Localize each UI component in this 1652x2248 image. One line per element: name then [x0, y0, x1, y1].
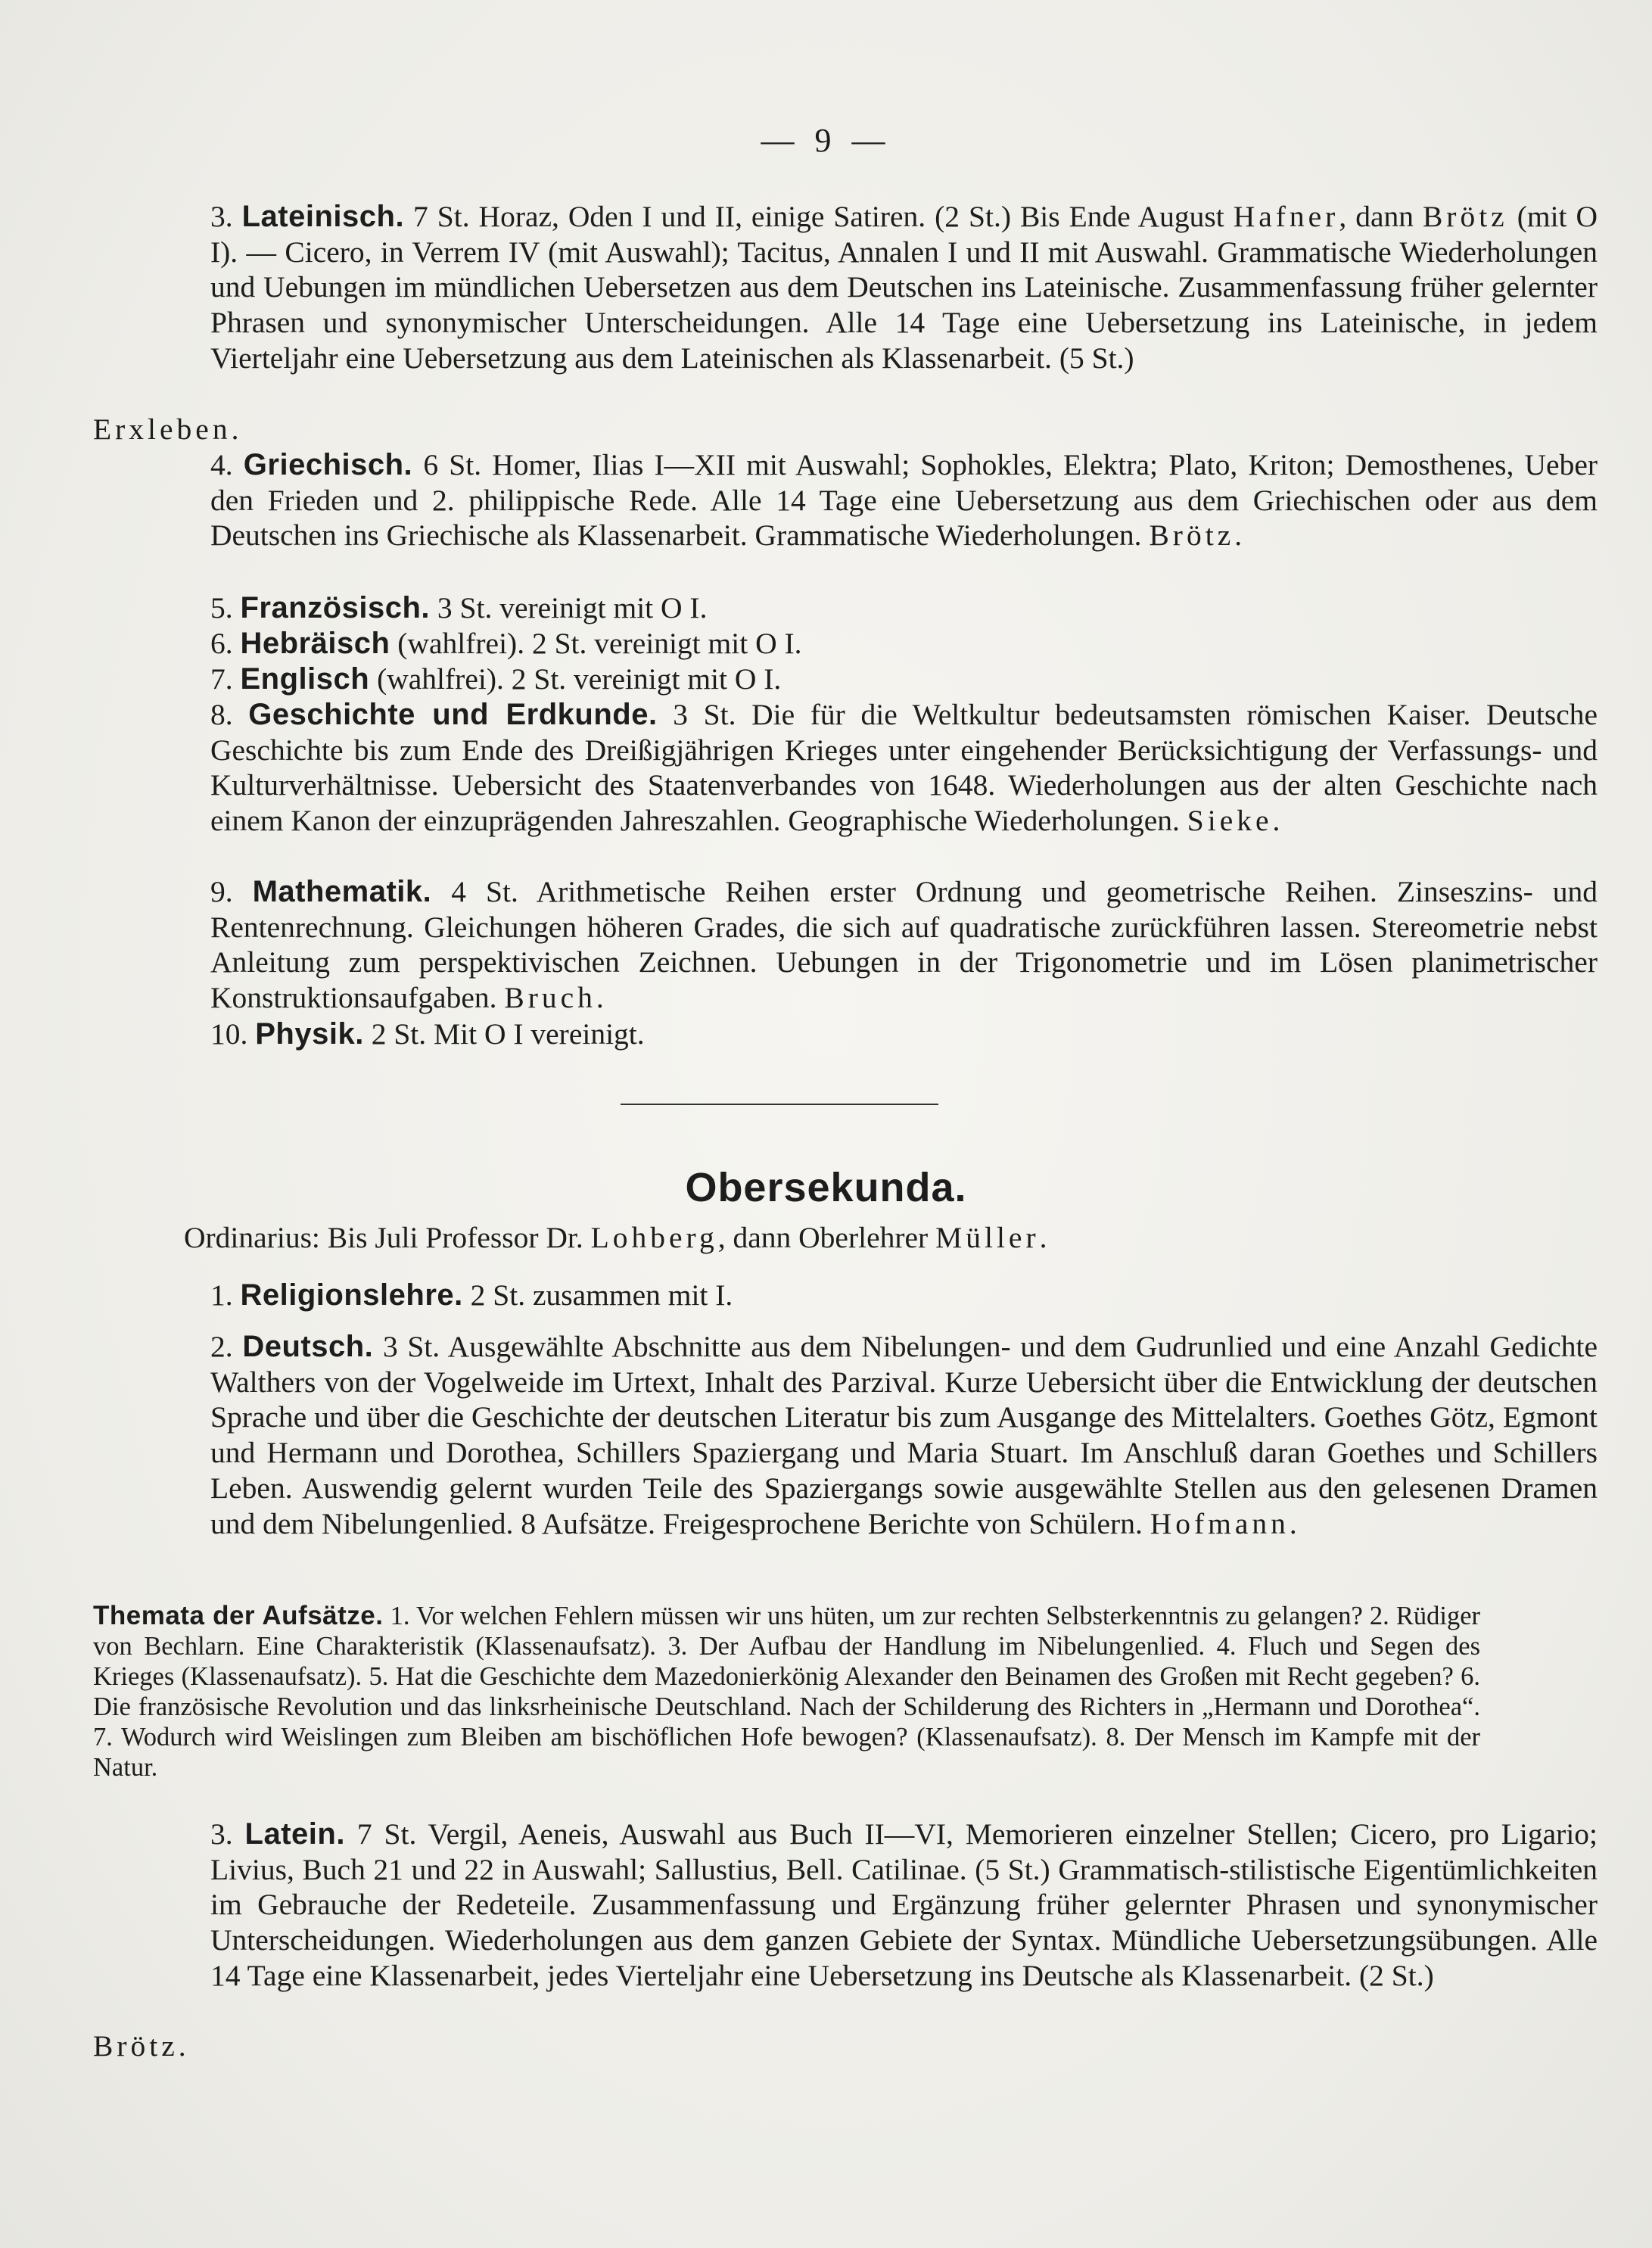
topics-heading: Themata der Aufsätze. — [93, 1601, 384, 1630]
section-geschichte — [93, 697, 1598, 839]
teacher-name: Lohberg — [590, 1221, 718, 1254]
teacher-name: Brötz. — [1149, 518, 1246, 553]
section-mathematik — [93, 874, 1598, 1016]
item-number: 6. — [210, 627, 233, 660]
section-griechisch — [93, 447, 1598, 553]
body-text: 2 St. Mit O I vereinigt. — [371, 1017, 645, 1051]
subject-heading: Physik. — [255, 1017, 364, 1051]
section-franzoesisch — [93, 590, 1598, 626]
item-number: 8. — [210, 698, 233, 731]
teacher-name: Sieke. — [1187, 804, 1284, 838]
item-number: 5. — [210, 591, 233, 624]
subject-heading: Geschichte und Erdkunde. — [248, 698, 658, 731]
class-title: Obersekunda. — [685, 1165, 967, 1210]
body-text: 1. Vor welchen Fehlern müssen wir uns hüten, um zur rechten Selbsterkenntnis zu gelangen? 2. Rüdiger von Bechlarn. Eine Charakteristik (Klassenaufsatz). 3. Der Aufbau der Handlung im Nibelungenlied. 4. Fluch und Segen des Krieges (Klassenaufsatz). 5. Hat die Geschichte dem Mazedonierkönig Alexander den Beinamen des Großen mit Recht gegeben? 6. Die französische Revolution und das linksrheinische Deutschland. Nach der Schilderung des Richters in „Hermann und Dorothea“. 7. Wodurch wird Weislingen zum Bleiben am bischöflichen Hofe bewogen? (Klassenaufsatz). 8. Der Mensch im Kampfe mit der Natur. — [93, 1602, 1480, 1782]
teacher-name: Müller — [935, 1221, 1040, 1254]
subject-heading: Latein. — [244, 1817, 345, 1851]
subject-heading: Religionslehre. — [240, 1278, 463, 1312]
body-text: , dann — [1339, 200, 1423, 233]
section-divider — [621, 1104, 938, 1105]
section-religionslehre — [93, 1278, 1598, 1313]
section-hebraeisch — [93, 626, 1598, 662]
teacher-name: Bruch. — [504, 981, 608, 1015]
teacher-signature: Erxleben. — [93, 413, 243, 446]
body-text: Ordinarius: Bis Juli Professor Dr. — [184, 1221, 591, 1254]
item-number: 4. — [210, 448, 233, 481]
subject-heading: Deutsch. — [242, 1330, 374, 1363]
body-text: , dann Oberlehrer — [717, 1221, 936, 1254]
body-text: (wahlfrei). 2 St. vereinigt mit O I. — [397, 627, 802, 660]
item-number: 7. — [210, 662, 233, 696]
section-deutsch — [93, 1329, 1598, 1541]
essay-topics — [93, 1601, 1480, 1783]
body-text: 6 St. Homer, Ilias I—XII mit Auswahl; Sophokles, Elektra; Plato, Kriton; Demosthenes, Ueber den Frieden und 2. philippische Rede. Alle 14 Tage eine Uebersetzung aus dem Griechischen oder aus dem Deutschen ins Griechische als Klassenarbeit. Grammatische Wiederholungen. — [210, 448, 1598, 553]
body-text: 3 St. Die für die Weltkultur bedeutsamsten römischen Kaiser. Deutsche Geschichte bis zum Ende des Dreißigjährigen Krieges unter eingehender Berücksichtigung der Verfassungs- und Kulturverhältnisse. Uebersicht des Staatenverbandes von 1648. Wiederholungen aus der alten Geschichte nach einem Kanon der einzuprägenden Jahreszahlen. Geographische Wiederholungen. — [210, 698, 1598, 838]
item-number: 10. — [210, 1017, 248, 1051]
body-text: 7 St. Vergil, Aeneis, Auswahl aus Buch II—VI, Memorieren einzelner Stellen; Cicero, pro Ligario; Livius, Buch 21 und 22 in Auswahl; Sallustius, Bell. Catilinae. (5 St.) Grammatisch-stilistische Eigentümlichkeiten im Gebrauche der Redeteile. Zusammenfassung und Ergänzung früher gelernter Phrasen und synonymischer Unterscheidungen. Wiederholungen aus dem ganzen Gebiete der Syntax. Mündliche Uebersetzungsübungen. Alle 14 Tage eine Klassenarbeit, jedes Vierteljahr eine Uebersetzung ins Deutsche als Klassenarbeit. (2 St.) — [210, 1817, 1598, 1992]
ordinarius-line — [93, 1220, 1480, 1256]
teacher-name: Hafner — [1233, 200, 1339, 233]
teacher-name: Brötz — [1422, 200, 1508, 233]
body-text: 4 St. Arithmetische Reihen erster Ordnung und geometrische Reihen. Zinseszins- und Rentenrechnung. Gleichungen höheren Grades, die sich auf quadratische zurückführen lassen. Stereometrie nebst Anleitung zum perspektivischen Zeichnen. Uebungen in der Trigonometrie und im Lösen planimetrischer Konstruktionsaufgaben. — [210, 875, 1598, 1015]
body-text: 2 St. zusammen mit I. — [470, 1278, 733, 1312]
body-text: 7 St. Horaz, Oden I und II, einige Satiren. (2 St.) Bis Ende August — [413, 200, 1234, 233]
teacher-signature: Brötz. — [93, 2029, 190, 2063]
section-latein-ii — [93, 1817, 1598, 1994]
page-number: — 9 — — [761, 122, 891, 159]
subject-heading: Hebräisch — [240, 627, 390, 660]
subject-heading: Lateinisch. — [241, 200, 405, 233]
item-number: 2. — [210, 1330, 233, 1363]
section-latein — [93, 199, 1598, 376]
item-number: 1. — [210, 1278, 233, 1312]
item-number: 3. — [210, 200, 233, 233]
item-number: 9. — [210, 875, 233, 908]
body-text: (wahlfrei). 2 St. vereinigt mit O I. — [377, 662, 782, 696]
body-text: 3 St. Ausgewählte Abschnitte aus dem Nibelungen- und dem Gudrunlied und eine Anzahl Gedichte Walthers von der Vogelweide im Urtext, Inhalt des Parzival. Kurze Uebersicht über die Entwicklung der deutschen Sprache und über die Geschichte der deutschen Literatur bis zum Ausgange des Mittelalters. Goethes Götz, Egmont und Hermann und Dorothea, Schillers Spaziergang und Maria Stuart. Im Anschluß daran Goethes und Schillers Leben. Auswendig gelernt wurden Teile des Spaziergangs sowie ausgewählte Stellen aus den gelesenen Dramen und dem Nibelungenlied. 8 Aufsätze. Freigesprochene Berichte von Schülern. — [210, 1330, 1598, 1540]
subject-heading: Griechisch. — [243, 448, 413, 481]
subject-heading: Französisch. — [240, 591, 431, 624]
subject-heading: Mathematik. — [252, 875, 432, 908]
subject-heading: Englisch — [240, 662, 370, 696]
section-physik — [93, 1017, 1598, 1052]
body-text: . — [1039, 1221, 1047, 1254]
teacher-name: Hofmann. — [1150, 1506, 1301, 1540]
item-number: 3. — [210, 1817, 233, 1851]
body-text: 3 St. vereinigt mit O I. — [437, 591, 708, 624]
body-text: (mit O I). — Cicero, in Verrem IV (mit Auswahl); Tacitus, Annalen I und II mit Auswahl. Grammatische Wiederholungen und Uebungen im mündlichen Uebersetzen aus dem Deutschen ins Lateinische. Zusammenfassung früher gelernter Phrasen und synonymischer Unterscheidungen. Alle 14 Tage eine Uebersetzung ins Lateinische, in jedem Vierteljahr eine Uebersetzung aus dem Lateinischen als Klassenarbeit. (5 St.) — [210, 200, 1598, 375]
section-englisch — [93, 662, 1598, 697]
